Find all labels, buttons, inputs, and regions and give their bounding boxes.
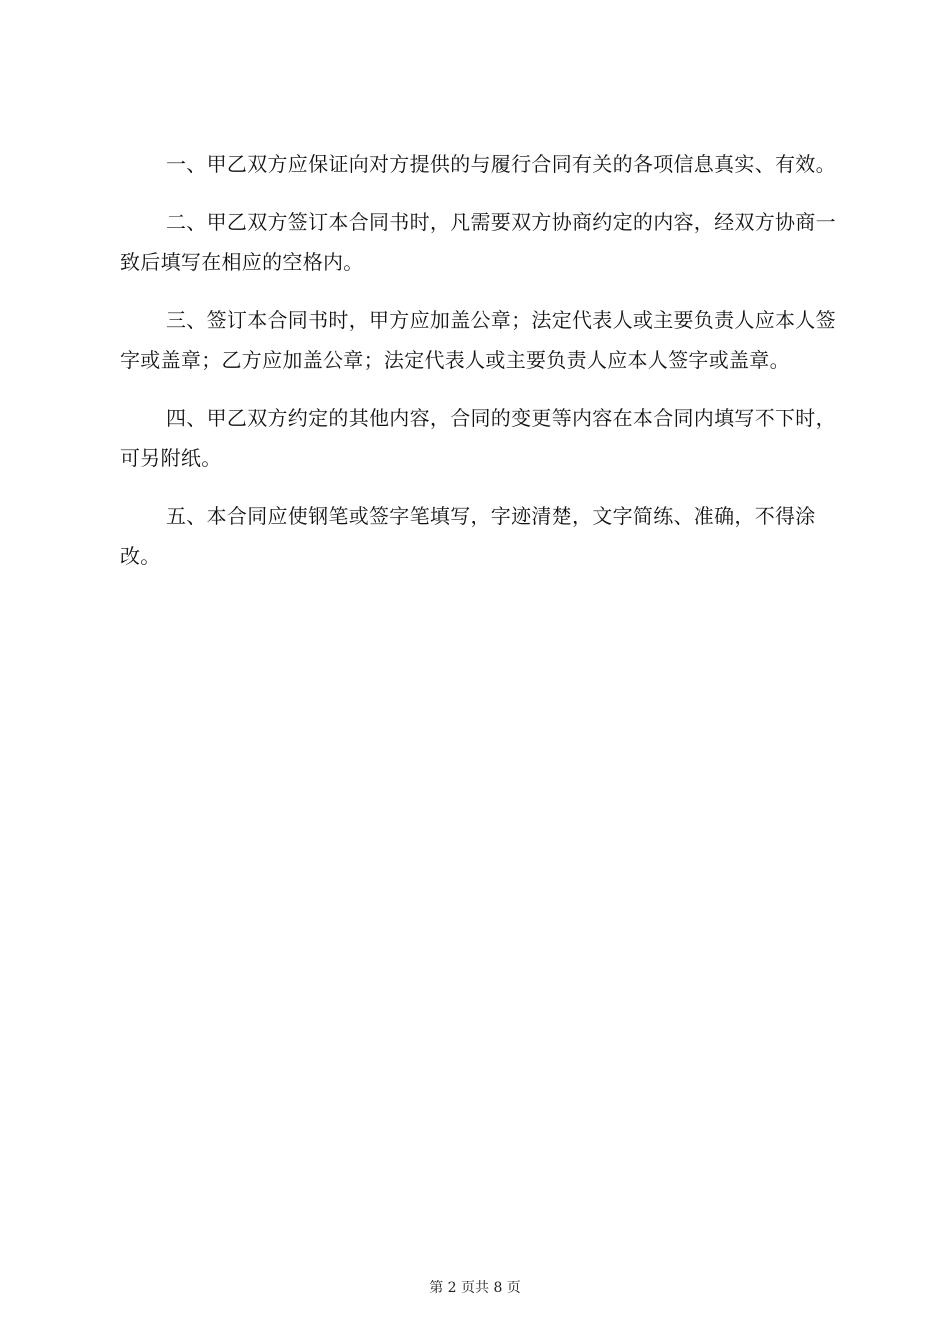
clause-2: 二、甲乙双方签订本合同书时，凡需要双方协商约定的内容，经双方协商一致后填写在相应的空格内。 — [120, 210, 836, 274]
document-body — [120, 144, 840, 594]
clause-1: 一、甲乙双方应保证向对方提供的与履行合同有关的各项信息真实、有效。 — [166, 152, 836, 176]
page-number-footer: 第 2 页共 8 页 — [429, 1280, 521, 1296]
clause-4: 四、甲乙双方约定的其他内容，合同的变更等内容在本合同内填写不下时，可另附纸。 — [120, 406, 836, 470]
clause-5: 五、本合同应使钢笔或签字笔填写，字迹清楚，文字简练、准确，不得涂改。 — [120, 504, 816, 568]
clause-3: 三、签订本合同书时，甲方应加盖公章；法定代表人或主要负责人应本人签字或盖章；乙方应加盖公章；法定代表人或主要负责人应本人签字或盖章。 — [120, 308, 836, 372]
